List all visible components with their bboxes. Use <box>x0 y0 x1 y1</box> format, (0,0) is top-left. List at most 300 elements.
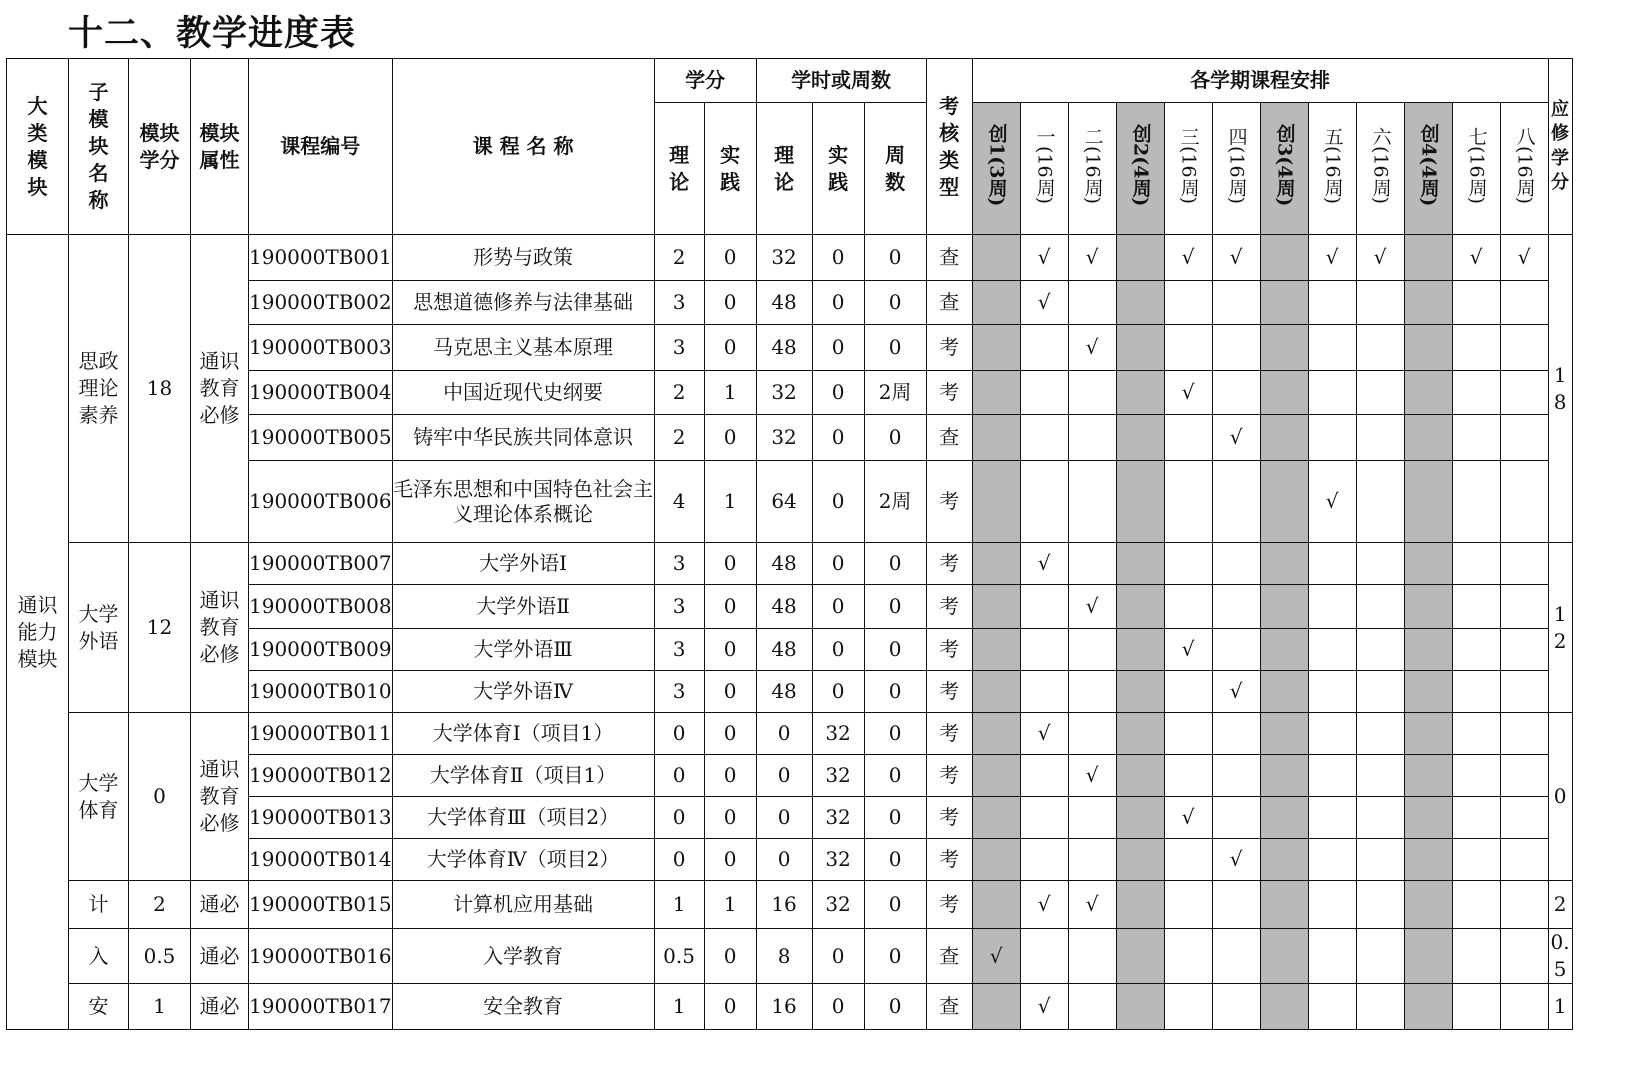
semester-cell <box>1164 929 1212 984</box>
hours-theory: 0 <box>756 839 812 881</box>
hours-weeks: 0 <box>864 235 926 281</box>
semester-cell <box>1308 235 1356 281</box>
header-hours: 学时或周数 <box>756 59 926 103</box>
hours-theory: 48 <box>756 325 812 371</box>
module-credit-cell: 2 <box>129 881 191 929</box>
semester-cell <box>1260 929 1308 984</box>
semester-cell <box>1500 235 1548 281</box>
exam-type: 考 <box>926 629 972 671</box>
semester-cell <box>1404 325 1452 371</box>
sub-module-cell <box>69 881 129 929</box>
semester-cell <box>1116 797 1164 839</box>
course-name: 大学外语Ⅲ <box>392 629 654 671</box>
teaching-schedule-table <box>6 58 1573 1030</box>
semester-cell <box>1068 755 1116 797</box>
semester-cell <box>972 281 1020 325</box>
header-semester-6: 创3(4周) <box>1260 103 1308 235</box>
semester-cell <box>1068 629 1116 671</box>
semester-cell <box>972 585 1020 629</box>
course-code: 190000TB007 <box>249 543 393 585</box>
hours-theory: 16 <box>756 984 812 1030</box>
course-name: 大学体育Ⅰ（项目1） <box>392 713 654 755</box>
exam-type: 查 <box>926 235 972 281</box>
semester-cell <box>1068 713 1116 755</box>
required-credits-value: 0.5 <box>1550 930 1570 981</box>
credit-practice: 0 <box>704 984 756 1030</box>
header-hours-practice: 实践 <box>812 103 864 235</box>
credit-theory: 2 <box>654 235 704 281</box>
semester-cell <box>1020 235 1068 281</box>
hours-practice: 32 <box>812 755 864 797</box>
semester-cell <box>1452 281 1500 325</box>
semester-cell <box>1260 984 1308 1030</box>
credit-theory: 0 <box>654 797 704 839</box>
course-code: 190000TB004 <box>249 371 393 415</box>
semester-cell <box>1164 371 1212 415</box>
check-mark: √ <box>1085 892 1099 916</box>
sub-module-cell <box>69 543 129 713</box>
course-name: 形势与政策 <box>392 235 654 281</box>
hours-weeks: 0 <box>864 713 926 755</box>
exam-type: 考 <box>926 839 972 881</box>
semester-cell <box>1500 984 1548 1030</box>
semester-cell <box>1164 629 1212 671</box>
semester-cell <box>1164 461 1212 543</box>
semester-cell <box>1452 629 1500 671</box>
semester-cell <box>1164 984 1212 1030</box>
credit-theory: 0 <box>654 713 704 755</box>
course-name: 毛泽东思想和中国特色社会主义理论体系概论 <box>392 461 654 543</box>
course-code: 190000TB013 <box>249 797 393 839</box>
hours-theory: 8 <box>756 929 812 984</box>
table-row <box>7 235 1573 281</box>
required-credits-value: 0 <box>1553 784 1567 808</box>
hours-practice: 0 <box>812 325 864 371</box>
semester-cell <box>1452 585 1500 629</box>
semester-cell <box>1212 797 1260 839</box>
check-mark: √ <box>1085 594 1099 618</box>
semester-cell <box>1212 671 1260 713</box>
semester-cell <box>1308 881 1356 929</box>
semester-cell <box>1308 839 1356 881</box>
semester-cell <box>1020 881 1068 929</box>
table-row <box>7 929 1573 984</box>
semester-cell <box>1500 881 1548 929</box>
semester-cell <box>1164 713 1212 755</box>
required-credits-cell <box>1548 881 1572 929</box>
semester-cell <box>1212 543 1260 585</box>
hours-theory: 48 <box>756 629 812 671</box>
semester-cell <box>1068 671 1116 713</box>
hours-practice: 0 <box>812 281 864 325</box>
credit-practice: 0 <box>704 543 756 585</box>
course-code: 190000TB006 <box>249 461 393 543</box>
semester-cell <box>1308 325 1356 371</box>
check-mark: √ <box>1325 489 1339 513</box>
semester-cell <box>972 984 1020 1030</box>
check-mark: √ <box>1037 551 1051 575</box>
semester-cell <box>1404 281 1452 325</box>
semester-cell <box>1452 881 1500 929</box>
semester-cell <box>1308 281 1356 325</box>
sub-module-label: 计 <box>88 892 109 916</box>
semester-cell <box>1260 797 1308 839</box>
semester-cell <box>972 325 1020 371</box>
semester-cell <box>1500 371 1548 415</box>
exam-type: 考 <box>926 325 972 371</box>
semester-cell <box>1212 984 1260 1030</box>
semester-cell <box>1212 461 1260 543</box>
semester-cell <box>1260 325 1308 371</box>
semester-cell <box>1212 371 1260 415</box>
exam-type: 考 <box>926 461 972 543</box>
semester-cell <box>1260 839 1308 881</box>
semester-cell <box>1404 797 1452 839</box>
semester-cell <box>1164 671 1212 713</box>
course-name: 入学教育 <box>392 929 654 984</box>
semester-cell <box>1260 235 1308 281</box>
semester-cell <box>1404 415 1452 461</box>
semester-cell <box>1356 371 1404 415</box>
semester-cell <box>1212 235 1260 281</box>
header-required-credits: 应修学分 <box>1548 59 1572 235</box>
hours-weeks: 2周 <box>864 461 926 543</box>
sub-module-cell <box>69 235 129 543</box>
header-semester-4: 三(16周) <box>1164 103 1212 235</box>
semester-cell <box>1404 235 1452 281</box>
course-name: 计算机应用基础 <box>392 881 654 929</box>
semester-cell <box>1020 371 1068 415</box>
semester-cell <box>1404 671 1452 713</box>
module-credit-cell: 1 <box>129 984 191 1030</box>
semester-cell <box>1500 325 1548 371</box>
semester-cell <box>1116 713 1164 755</box>
semester-cell <box>1020 797 1068 839</box>
header-module-credit: 模块学分 <box>129 59 191 235</box>
required-credits-value: 12 <box>1553 601 1567 653</box>
module-attr-cell <box>191 929 249 984</box>
credit-theory: 3 <box>654 585 704 629</box>
required-credits-cell <box>1548 235 1572 543</box>
semester-cell <box>972 839 1020 881</box>
hours-practice: 32 <box>812 797 864 839</box>
semester-cell <box>1068 371 1116 415</box>
hours-theory: 48 <box>756 281 812 325</box>
course-name: 思想道德修养与法律基础 <box>392 281 654 325</box>
semester-cell <box>1260 585 1308 629</box>
semester-cell <box>1404 881 1452 929</box>
semester-cell <box>1356 415 1404 461</box>
header-semester-5: 四(16周) <box>1212 103 1260 235</box>
semester-cell <box>972 881 1020 929</box>
sub-module-label: 大学体育 <box>78 770 119 822</box>
semester-cell <box>1164 325 1212 371</box>
credit-practice: 0 <box>704 281 756 325</box>
hours-theory: 48 <box>756 585 812 629</box>
semester-cell <box>1356 629 1404 671</box>
semester-cell <box>1500 671 1548 713</box>
semester-cell <box>972 671 1020 713</box>
sub-module-label: 思政理论素养 <box>78 349 119 427</box>
semester-cell <box>1020 671 1068 713</box>
hours-weeks: 0 <box>864 671 926 713</box>
check-mark: √ <box>1181 637 1195 661</box>
semester-cell <box>1212 325 1260 371</box>
exam-type: 考 <box>926 713 972 755</box>
course-name: 大学体育Ⅱ（项目1） <box>392 755 654 797</box>
hours-theory: 32 <box>756 371 812 415</box>
semester-cell <box>1404 755 1452 797</box>
hours-theory: 64 <box>756 461 812 543</box>
semester-cell <box>1020 543 1068 585</box>
semester-cell <box>1500 461 1548 543</box>
hours-practice: 0 <box>812 984 864 1030</box>
header-semester-3: 创2(4周) <box>1116 103 1164 235</box>
credit-practice: 0 <box>704 235 756 281</box>
required-credits-cell <box>1548 929 1572 984</box>
course-name: 铸牢中华民族共同体意识 <box>392 415 654 461</box>
exam-type: 考 <box>926 543 972 585</box>
hours-weeks: 0 <box>864 797 926 839</box>
semester-cell <box>1356 543 1404 585</box>
credit-theory: 3 <box>654 629 704 671</box>
semester-cell <box>1260 371 1308 415</box>
semester-cell <box>1452 755 1500 797</box>
semester-cell <box>972 461 1020 543</box>
semester-cell <box>1452 371 1500 415</box>
semester-cell <box>1212 839 1260 881</box>
semester-cell <box>1164 881 1212 929</box>
table-row <box>7 543 1573 585</box>
exam-type: 考 <box>926 671 972 713</box>
hours-practice: 0 <box>812 461 864 543</box>
course-name: 大学外语Ⅳ <box>392 671 654 713</box>
semester-cell <box>1308 671 1356 713</box>
header-hours-theory: 理论 <box>756 103 812 235</box>
hours-weeks: 0 <box>864 984 926 1030</box>
hours-weeks: 0 <box>864 629 926 671</box>
hours-weeks: 0 <box>864 543 926 585</box>
semester-cell <box>972 797 1020 839</box>
exam-type: 考 <box>926 585 972 629</box>
semester-cell <box>1020 929 1068 984</box>
credit-practice: 0 <box>704 415 756 461</box>
semester-cell <box>972 755 1020 797</box>
credit-practice: 0 <box>704 797 756 839</box>
hours-practice: 0 <box>812 671 864 713</box>
sub-module-cell <box>69 929 129 984</box>
credit-practice: 1 <box>704 881 756 929</box>
hours-practice: 0 <box>812 235 864 281</box>
credit-practice: 0 <box>704 629 756 671</box>
exam-type: 查 <box>926 415 972 461</box>
required-credits-value: 18 <box>1553 362 1567 414</box>
hours-theory: 48 <box>756 543 812 585</box>
course-name: 马克思主义基本原理 <box>392 325 654 371</box>
semester-cell <box>1260 415 1308 461</box>
credit-theory: 0.5 <box>654 929 704 984</box>
semester-cell <box>972 371 1020 415</box>
sub-module-cell <box>69 984 129 1030</box>
semester-cell <box>1356 839 1404 881</box>
credit-practice: 1 <box>704 461 756 543</box>
course-code: 190000TB003 <box>249 325 393 371</box>
course-code: 190000TB005 <box>249 415 393 461</box>
check-mark: √ <box>1085 335 1099 359</box>
check-mark: √ <box>1037 721 1051 745</box>
exam-type: 查 <box>926 929 972 984</box>
semester-cell <box>1260 281 1308 325</box>
semester-cell <box>1452 235 1500 281</box>
header-hours-weeks: 周数 <box>864 103 926 235</box>
hours-practice: 32 <box>812 713 864 755</box>
credit-practice: 0 <box>704 929 756 984</box>
semester-cell <box>1020 839 1068 881</box>
semester-cell <box>1404 461 1452 543</box>
credit-theory: 3 <box>654 671 704 713</box>
semester-cell <box>1452 415 1500 461</box>
hours-practice: 0 <box>812 371 864 415</box>
module-attr-cell <box>191 235 249 543</box>
semester-cell <box>1020 325 1068 371</box>
exam-type: 查 <box>926 281 972 325</box>
credit-theory: 3 <box>654 325 704 371</box>
semester-cell <box>1452 929 1500 984</box>
semester-cell <box>1404 713 1452 755</box>
semester-cell <box>1356 984 1404 1030</box>
module-attr-label: 通识教育必修 <box>199 757 240 835</box>
semester-cell <box>1452 671 1500 713</box>
hours-theory: 0 <box>756 713 812 755</box>
exam-type: 考 <box>926 755 972 797</box>
credit-theory: 1 <box>654 984 704 1030</box>
semester-cell <box>1404 629 1452 671</box>
check-mark: √ <box>1469 245 1483 269</box>
semester-cell <box>1068 325 1116 371</box>
course-code: 190000TB002 <box>249 281 393 325</box>
course-code: 190000TB008 <box>249 585 393 629</box>
semester-cell <box>1212 585 1260 629</box>
semester-cell <box>1356 929 1404 984</box>
semester-cell <box>1452 984 1500 1030</box>
header-course-name: 课 程 名 称 <box>392 59 654 235</box>
semester-cell <box>1308 371 1356 415</box>
semester-cell <box>1356 235 1404 281</box>
hours-theory: 0 <box>756 797 812 839</box>
credit-practice: 0 <box>704 325 756 371</box>
header-semester-1: 一(16周) <box>1020 103 1068 235</box>
course-code: 190000TB014 <box>249 839 393 881</box>
semester-cell <box>1116 281 1164 325</box>
semester-cell <box>1356 797 1404 839</box>
exam-type: 考 <box>926 797 972 839</box>
module-attr-cell <box>191 881 249 929</box>
hours-practice: 0 <box>812 629 864 671</box>
course-name: 大学外语Ⅱ <box>392 585 654 629</box>
check-mark: √ <box>1037 892 1051 916</box>
exam-type: 考 <box>926 371 972 415</box>
hours-theory: 32 <box>756 415 812 461</box>
semester-cell <box>1116 235 1164 281</box>
semester-cell <box>1500 755 1548 797</box>
semester-cell <box>1164 235 1212 281</box>
hours-practice: 32 <box>812 839 864 881</box>
table-row <box>7 713 1573 755</box>
semester-cell <box>1068 839 1116 881</box>
check-mark: √ <box>1229 425 1243 449</box>
course-name: 大学体育Ⅳ（项目2） <box>392 839 654 881</box>
semester-cell <box>1308 929 1356 984</box>
credit-practice: 0 <box>704 713 756 755</box>
check-mark: √ <box>1085 245 1099 269</box>
semester-cell <box>1308 984 1356 1030</box>
semester-cell <box>1212 415 1260 461</box>
semester-cell <box>1116 839 1164 881</box>
semester-cell <box>1500 415 1548 461</box>
semester-cell <box>1068 984 1116 1030</box>
credit-theory: 2 <box>654 415 704 461</box>
semester-cell <box>1020 461 1068 543</box>
credit-theory: 0 <box>654 839 704 881</box>
semester-cell <box>972 713 1020 755</box>
course-name: 大学外语Ⅰ <box>392 543 654 585</box>
course-code: 190000TB011 <box>249 713 393 755</box>
check-mark: √ <box>1181 805 1195 829</box>
semester-cell <box>1500 281 1548 325</box>
semester-cell <box>1404 929 1452 984</box>
semester-cell <box>972 929 1020 984</box>
check-mark: √ <box>1373 245 1387 269</box>
semester-cell <box>1068 585 1116 629</box>
semester-cell <box>1404 839 1452 881</box>
semester-cell <box>1068 797 1116 839</box>
table-row <box>7 881 1573 929</box>
page-title: 十二、教学进度表 <box>68 14 357 54</box>
course-code: 190000TB016 <box>249 929 393 984</box>
sub-module-cell <box>69 713 129 881</box>
hours-practice: 0 <box>812 585 864 629</box>
module-attr-label: 通识教育必修 <box>199 349 240 427</box>
hours-theory: 48 <box>756 671 812 713</box>
header-semester-7: 五(16周) <box>1308 103 1356 235</box>
course-code: 190000TB010 <box>249 671 393 713</box>
module-credit-cell: 12 <box>129 543 191 713</box>
check-mark: √ <box>1181 380 1195 404</box>
semester-cell <box>1260 713 1308 755</box>
semester-cell <box>1404 585 1452 629</box>
course-code: 190000TB012 <box>249 755 393 797</box>
semester-cell <box>1164 585 1212 629</box>
required-credits-cell <box>1548 543 1572 713</box>
semester-cell <box>1116 325 1164 371</box>
semester-cell <box>1212 755 1260 797</box>
check-mark: √ <box>1037 245 1051 269</box>
semester-cell <box>1116 671 1164 713</box>
course-name: 安全教育 <box>392 984 654 1030</box>
semester-cell <box>1308 585 1356 629</box>
module-attr-cell <box>191 713 249 881</box>
hours-weeks: 0 <box>864 325 926 371</box>
semester-cell <box>1212 713 1260 755</box>
semester-cell <box>1500 629 1548 671</box>
module-attr-cell <box>191 984 249 1030</box>
credit-theory: 3 <box>654 281 704 325</box>
semester-cell <box>1452 713 1500 755</box>
required-credits-cell <box>1548 713 1572 881</box>
check-mark: √ <box>1181 245 1195 269</box>
semester-cell <box>972 415 1020 461</box>
hours-theory: 16 <box>756 881 812 929</box>
